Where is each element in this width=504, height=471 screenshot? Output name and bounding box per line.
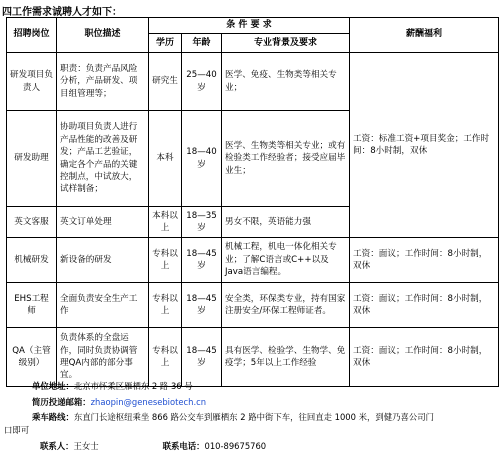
cell-position: EHS工程师	[7, 283, 57, 328]
table-row	[7, 238, 499, 283]
email-link[interactable]: zhaopin@genesebiotech.cn	[90, 397, 207, 407]
cell-major: 医学、生物类等相关专业；或有检验类工作经验者；接受应届毕业生；	[222, 111, 350, 207]
cell-salary-shared: 工资：标准工资+项目奖金；工作时间：8小时制，双休	[350, 53, 499, 238]
contact-value: 王女士	[73, 441, 99, 451]
table-row	[7, 328, 499, 387]
cell-description: 负责体系的全盘运作，同时负责协调管理QA内部的部分事宜。	[57, 328, 149, 387]
header-description: 职位描述	[57, 18, 149, 53]
cell-description: 职责：负责产品风险分析，产品研发、项目组管理等；	[57, 53, 149, 111]
cell-education: 专科以上	[149, 238, 182, 283]
cell-age: 18—45岁	[182, 328, 222, 387]
cell-major: 医学、免疫、生物类等相关专业；	[222, 53, 350, 111]
email-label: 简历投递邮箱：	[32, 397, 91, 407]
contact-label: 联系人：	[40, 441, 74, 451]
phone-value: 010-89675760	[204, 441, 267, 451]
header-position: 招聘岗位	[7, 18, 57, 53]
table-row	[7, 283, 499, 328]
header-conditions: 条 件 要 求	[149, 18, 350, 34]
address-value: 北京市怀柔区雁栖东 2 路 36 号	[73, 381, 193, 391]
route-value: 东直门长途枢纽乘坐 866 路公交车到雁栖东 2 路中街下车，往回直走 1000 米，到健乃喜公司门	[73, 412, 434, 422]
cell-age: 18—40岁	[182, 111, 222, 207]
cell-position: 研发助理	[7, 111, 57, 207]
cell-major: 男女不限，英语能力强	[222, 207, 350, 238]
header-education: 学历	[149, 34, 182, 53]
header-major: 专业背景及要求	[222, 34, 350, 53]
cell-major: 具有医学、检验学、生物学、免疫学；5年以上工作经验	[222, 328, 350, 387]
cell-description: 协助项目负责人进行产品性能的改善及研发；产品工艺验证，确定各个产品的关键控制点，中试放大，试样制备；	[57, 111, 149, 207]
contact-line	[0, 440, 504, 452]
address-label: 单位地址：	[32, 381, 74, 391]
cell-description: 全面负责安全生产工作	[57, 283, 149, 328]
cell-salary: 工资：面议；工作时间：8小时制，双休	[350, 238, 499, 283]
intro-heading: 四工作需求诚聘人才如下：	[2, 7, 122, 18]
table-row	[7, 53, 499, 111]
header-row	[7, 18, 499, 34]
cell-major: 机械工程，机电一体化相关专业；了解C语言或C++以及Java语言编程。	[222, 238, 350, 283]
cell-description: 英文订单处理	[57, 207, 149, 238]
cell-age: 18—35岁	[182, 207, 222, 238]
route-label: 乘车路线：	[32, 412, 74, 422]
header-salary: 薪酬福利	[350, 18, 499, 53]
cell-salary: 工资：面议；工作时间：8小时制，双休	[350, 328, 499, 387]
cell-education: 专科以上	[149, 328, 182, 387]
route-line	[0, 411, 504, 423]
cell-position: QA（主管级别）	[7, 328, 57, 387]
cell-salary: 工资：面议；工作时间：8小时制，双休	[350, 283, 499, 328]
route-line-continued	[0, 424, 504, 436]
cell-education: 研究生	[149, 53, 182, 111]
cell-position: 研发项目负责人	[7, 53, 57, 111]
email-line	[0, 396, 504, 408]
cell-education: 本科	[149, 111, 182, 207]
cell-education: 专科以上	[149, 283, 182, 328]
header-age: 年龄	[182, 34, 222, 53]
jobs-table	[6, 17, 499, 387]
cell-education: 本科以上	[149, 207, 182, 238]
cell-position: 机械研发	[7, 238, 57, 283]
address-line	[0, 380, 504, 392]
cell-major: 安全类，环保类专业，持有国家注册安全/环保工程师证者。	[222, 283, 350, 328]
cell-position: 英文客服	[7, 207, 57, 238]
cell-age: 25—40岁	[182, 53, 222, 111]
cell-description: 新设备的研发	[57, 238, 149, 283]
route-value-continued: 口即可	[4, 425, 30, 435]
phone-label: 联系电话：	[162, 441, 205, 451]
cell-age: 18—45岁	[182, 238, 222, 283]
cell-age: 18—45岁	[182, 283, 222, 328]
